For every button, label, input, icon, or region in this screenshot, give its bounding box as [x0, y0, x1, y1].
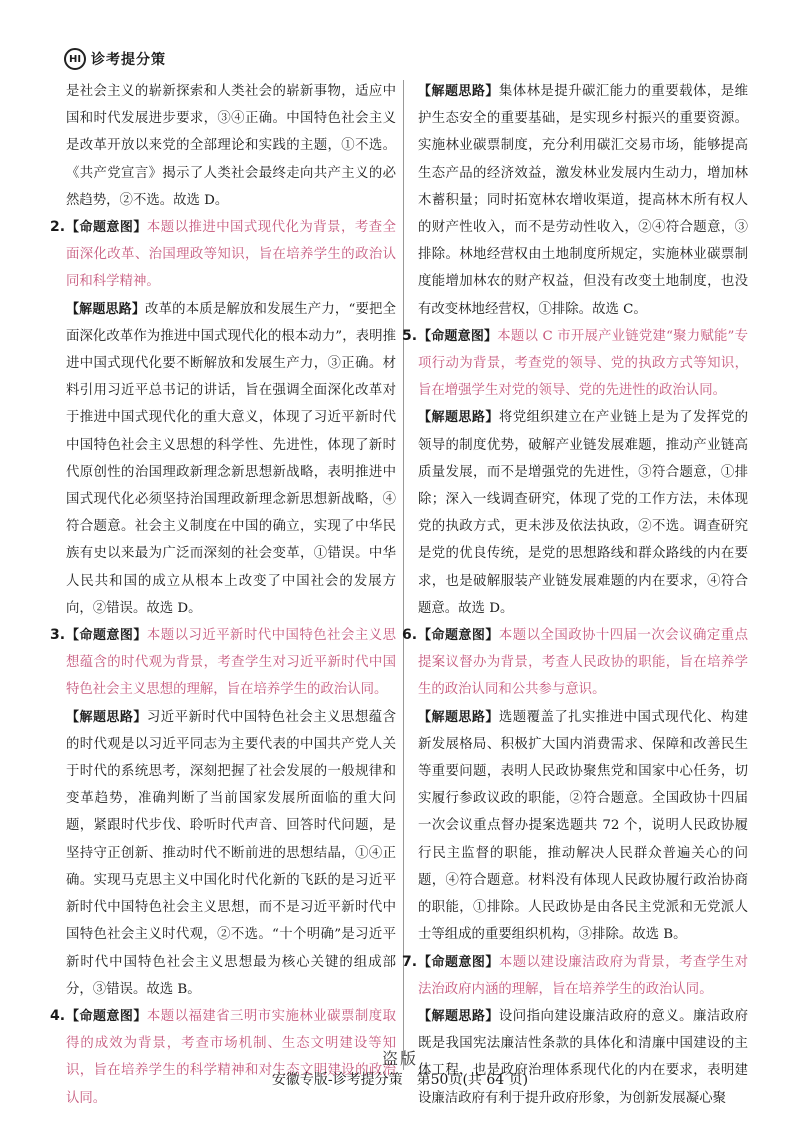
- intent-tag: 【命题意图】: [66, 220, 147, 236]
- idea-tag: 【解题思路】: [66, 709, 147, 725]
- column-divider: [403, 80, 404, 1070]
- intent-text: 本题以 C 市开展产业链党建“聚力赋能”专项行动为背景，考查党的领导、党的执政方式等知识，旨在增强学生对党的领导、党的先进性的政治认同。: [418, 328, 748, 399]
- brand-logo-icon: HI: [64, 48, 86, 70]
- intent-text: 本题以建设廉洁政府为背景，考查学生对法治政府内涵的理解，旨在培养学生的政治认同。: [418, 954, 748, 997]
- answer-continuation: 是社会主义的崭新探索和人类社会的崭新事物，适应中国和时代发展进步要求，③④正确。中国特色社会主义是改革开放以来党的全部理论和实践的主题，①不选。《共产党宣言》揭示了人类社会最终走向共产主义的必然趋势，②不选。故选 D。: [66, 84, 396, 208]
- question-2: [50, 214, 396, 622]
- question-number: 2.: [50, 219, 66, 236]
- question-number: 4.: [50, 1007, 66, 1024]
- question-number: 7.: [402, 953, 418, 970]
- page-header: [64, 44, 166, 74]
- question-number: 5.: [402, 327, 418, 344]
- question-number: 3.: [50, 627, 66, 644]
- idea-tag: 【解题思路】: [418, 410, 499, 426]
- intent-tag: 【命题意图】: [66, 628, 147, 644]
- idea-text: 选题覆盖了扎实推进中国式现代化、构建新发展格局、积极扩大国内消费需求、保障和改善民生等重要问题，表明人民政协聚焦党和国家中心任务，切实履行参政议政的职能，②符合题意。全国政协十四届一次会议重点督办提案选题共 72 个，说明人民政协履行民主监督的职能，推动解决人民群众普遍关心的问题，④符合题意。材料没有体现人民政协履行政治协商的职能，①排除。人民政协是由各民主党派和无党派人士等组成的重要组织机构，③排除。故选 B。: [418, 709, 748, 943]
- intent-text: 本题以习近平新时代中国特色社会主义思想蕴含的时代观为背景，考查学生对习近平新时代中国特色社会主义思想的理解，旨在培养学生的政治认同。: [66, 628, 396, 698]
- idea-tag: 【解题思路】: [66, 301, 146, 317]
- question-number: 6.: [402, 627, 418, 644]
- intent-tag: 【命题意图】: [418, 628, 499, 644]
- idea-tag: 【解题思路】: [418, 84, 499, 99]
- idea-text: 改革的本质是解放和发展生产力，“要把全面深化改革作为推进中国式现代化的根本动力”，表明推进中国式现代化要不断解放和发展生产力，③正确。材料引用习近平总书记的讲话，旨在强调全面深化改革对于推进中国式现代化的重大意义，体现了习近平新时代中国特色社会主义思想的科学性、先进性，体现了新时代原创性的治国理政新理念新思想新战略，表明推进中国式现代化必须坚持治国理政新理念新思想新战略，④符合题意。社会主义制度在中国的确立，实现了中华民族有史以来最为广泛而深刻的社会变革，①错误。中华人民共和国的成立从根本上改变了中国社会的发展方向，②错误。故选 D。: [66, 301, 396, 616]
- right-column: [402, 78, 748, 1112]
- intent-text: 本题以全国政协十四届一次会议确定重点提案议督办为背景，考查人民政协的职能，旨在培养学生的政治认同和公共参与意识。: [418, 628, 748, 698]
- intent-tag: 【命题意图】: [418, 954, 499, 970]
- idea-tag: 【解题思路】: [418, 709, 499, 725]
- brand-name: 诊考提分策: [91, 52, 166, 68]
- idea-text: 习近平新时代中国特色社会主义思想蕴含的时代观是以习近平同志为主要代表的中国共产党人关于时代的系统思考，深刻把握了社会发展的一般规律和变革趋势，准确判断了当前国家发展所面临的重大问题，紧跟时代步伐、聆听时代声音、回答时代问题，是坚持守正创新、推动时代不断前进的思想结晶，①④正确。实现马克思主义中国化时代化新的飞跃的是习近平新时代中国特色社会主义思想，而不是习近平新时代中国特色社会主义时代观，②不选。“十个明确”是习近平新时代中国特色社会主义思想最为核心关键的组成部分，③错误。故选 B。: [66, 709, 396, 997]
- left-column: [50, 78, 396, 1112]
- idea-text: 设问指向建设廉洁政府的意义。廉洁政府既是我国宪法廉洁性条款的具体化和清廉中国建设的主体工程，也是政府治理体系现代化的内在要求，表明建设廉洁政府有利于提升政府形象，为创新发展凝心聚: [418, 1008, 748, 1106]
- intent-text: 本题以推进中国式现代化为背景，考查全面深化改革、治国理政等知识，旨在培养学生的政治认同和科学精神。: [66, 220, 396, 290]
- intent-tag: 【命题意图】: [418, 328, 498, 344]
- page-footer: 安徽专版-诊考提分策 第50页(共 64 页): [271, 1072, 529, 1088]
- idea-text: 集体林是提升碳汇能力的重要载体，是维护生态安全的重要基础，是实现乡村振兴的重要资源。实施林业碳票制度，充分利用碳汇交易市场，能够提高生态产品的经济效益，激发林业发展内生动力，增加林木蓄积量；同时拓宽林农增收渠道，提高林木所有权人的财产性收入，而不是劳动性收入，②④符合题意，③排除。林地经营权由土地制度所规定，实施林业碳票制度能增加林农的财产权益，但没有改变土地制度，也没有改变林地经营权，①排除。故选 C。: [418, 84, 748, 317]
- intent-text: 本题以福建省三明市实施林业碳票制度取得的成效为背景，考查市场机制、生态文明建设等知识，旨在培养学生的科学精神和对生态文明建设的政治认同。: [66, 1008, 396, 1106]
- question-6: [402, 622, 748, 948]
- question-3: [50, 622, 396, 1003]
- watermark-stamp: 盗版: [381, 1049, 418, 1068]
- question-5: [402, 323, 748, 622]
- intent-tag: 【命题意图】: [66, 1008, 147, 1024]
- idea-text: 将党组织建立在产业链上是为了发挥党的领导的制度优势，破解产业链发展难题，推动产业链高质量发展，而不是增强党的先进性，③符合题意，①排除；深入一线调查研究，体现了党的工作方法，未体现党的执政方式，更未涉及依法执政，②不选。调查研究是党的优良传统，是党的思想路线和群众路线的内在要求，也是破解服装产业链发展难题的内在要求，④符合题意。故选 D。: [418, 410, 748, 616]
- idea-tag: 【解题思路】: [418, 1008, 499, 1024]
